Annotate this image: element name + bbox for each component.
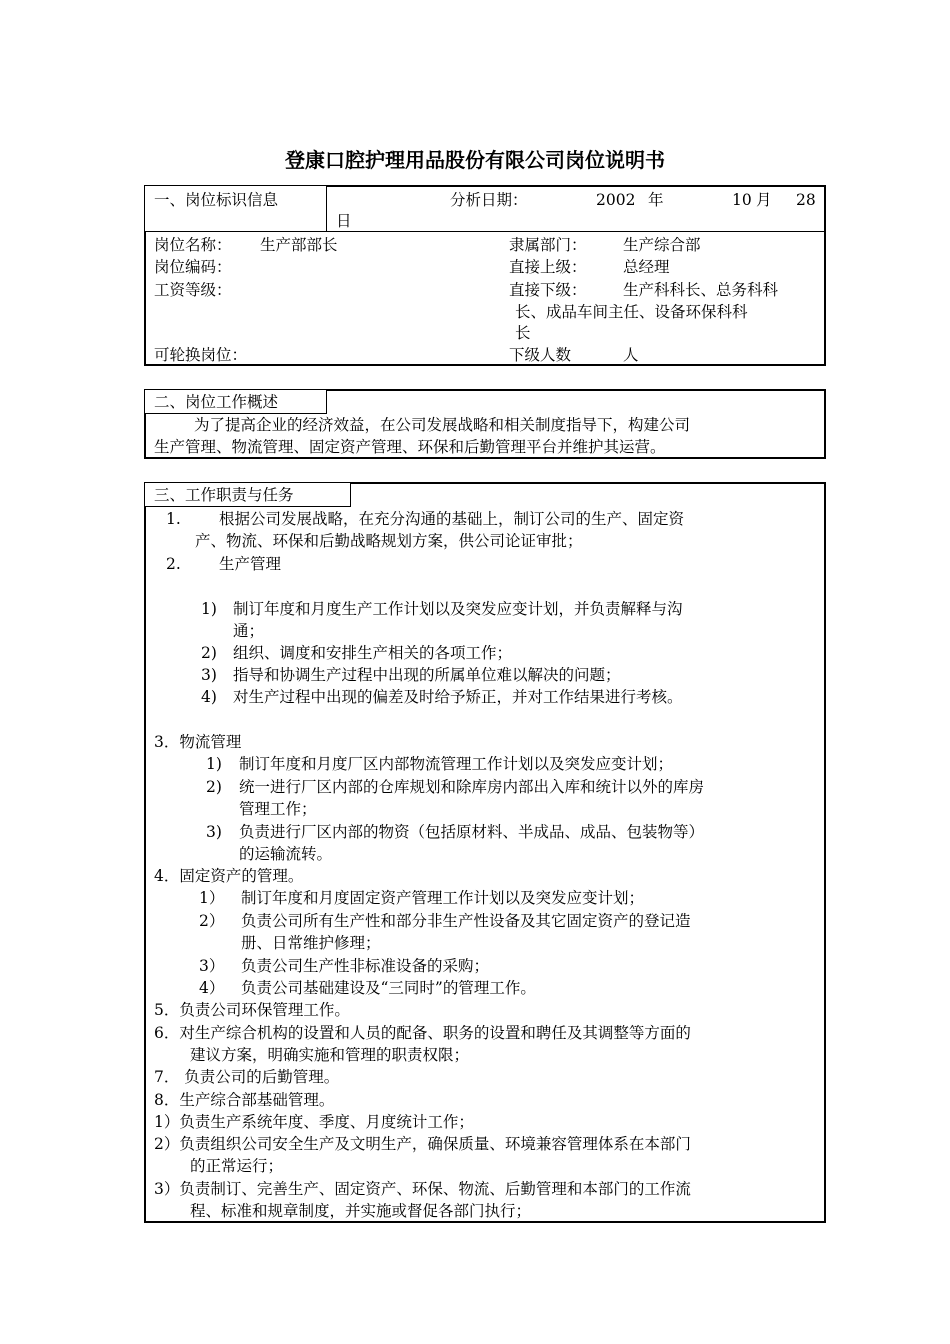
analysis-month-unit: 月 [756, 191, 772, 209]
item4-sub2-number: 2） [199, 912, 225, 930]
item4-title: 4．固定资产的管理。 [154, 867, 304, 885]
item2-sub1-line2: 通； [233, 622, 265, 640]
document-title: 登康口腔护理用品股份有限公司岗位说明书 [285, 148, 665, 172]
section1-header: 一、岗位标识信息 [154, 191, 279, 209]
item4-sub1-number: 1） [199, 889, 225, 907]
item4-sub3: 负责公司生产性非标准设备的采购； [241, 957, 490, 975]
department-value: 生产综合部 [623, 236, 701, 254]
subordinate-value-line2: 长、成品车间主任、设备环保科科 [515, 303, 748, 321]
item2-sub3-number: 3) [201, 666, 217, 684]
item2-sub2-number: 2) [201, 644, 217, 662]
post-name-label: 岗位名称： [154, 236, 232, 254]
analysis-month: 10 [732, 191, 752, 209]
item3-title: 3．物流管理 [154, 733, 242, 751]
analysis-day: 28 [796, 191, 816, 209]
sub-count-label: 下级人数 [509, 346, 572, 364]
analysis-date-label: 分析日期： [450, 191, 528, 209]
item5: 5．负责公司环保管理工作。 [154, 1001, 350, 1019]
item3-sub3-number: 3) [206, 823, 222, 841]
item1-line2: 产、物流、环保和后勤战略规划方案，供公司论证审批； [195, 532, 583, 550]
salary-grade-label: 工资等级： [154, 281, 232, 299]
item3-sub3-line1: 负责进行厂区内部的物资（包括原材料、半成品、成品、包装物等） [239, 823, 705, 841]
item6-line2: 建议方案，明确实施和管理的职责权限； [190, 1046, 470, 1064]
item8-sub2-line1: 2）负责组织公司安全生产及文明生产，确保质量、环境兼容管理体系在本部门 [154, 1135, 691, 1153]
superior-value: 总经理 [623, 258, 670, 276]
rotation-label: 可轮换岗位： [154, 346, 248, 364]
item2-sub3: 指导和协调生产过程中出现的所属单位难以解决的问题； [233, 666, 621, 684]
item4-sub2-line1: 负责公司所有生产性和部分非生产性设备及其它固定资产的登记造 [241, 912, 691, 930]
item4-sub4-number: 4） [199, 979, 225, 997]
sub-count-unit: 人 [623, 346, 639, 364]
analysis-day-unit: 日 [336, 212, 352, 230]
department-label: 隶属部门： [509, 236, 587, 254]
analysis-year: 2002 [596, 191, 636, 209]
item2-sub4: 对生产过程中出现的偏差及时给予矫正，并对工作结果进行考核。 [233, 688, 683, 706]
item8-sub1: 1）负责生产系统年度、季度、月度统计工作； [154, 1113, 474, 1131]
analysis-year-unit: 年 [648, 191, 664, 209]
post-code-label: 岗位编码： [154, 258, 232, 276]
item3-sub3-line2: 的运输流转。 [239, 845, 333, 863]
section1-divider [326, 231, 824, 232]
item3-sub2-line2: 管理工作； [239, 800, 317, 818]
item3-sub1: 制订年度和月度厂区内部物流管理工作计划以及突发应变计划； [239, 755, 674, 773]
item2-sub1-line1: 制订年度和月度生产工作计划以及突发应变计划，并负责解释与沟 [233, 600, 683, 618]
section2-header: 二、岗位工作概述 [154, 393, 279, 411]
item2-sub1-number: 1) [201, 600, 217, 618]
subordinate-label: 直接下级： [509, 281, 587, 299]
item3-sub2-number: 2) [206, 778, 222, 796]
item2-sub2: 组织、调度和安排生产相关的各项工作； [233, 644, 513, 662]
superior-label: 直接上级： [509, 258, 587, 276]
section3-header: 三、工作职责与任务 [154, 486, 294, 504]
item1-number: 1. [166, 510, 181, 528]
item2-title: 生产管理 [219, 555, 282, 573]
item3-sub2-line1: 统一进行厂区内部的仓库规划和除库房内部出入库和统计以外的库房 [239, 778, 705, 796]
item4-sub2-line2: 册、日常维护修理； [241, 934, 381, 952]
item4-sub4: 负责公司基础建设及“三同时”的管理工作。 [241, 979, 536, 997]
item8: 8．生产综合部基础管理。 [154, 1091, 335, 1109]
item8-sub3-line1: 3）负责制订、完善生产、固定资产、环保、物流、后勤管理和本部门的工作流 [154, 1180, 691, 1198]
post-name-value: 生产部部长 [260, 236, 338, 254]
summary-line2: 生产管理、物流管理、固定资产管理、环保和后勤管理平台并维护其运营。 [154, 438, 666, 456]
summary-line1: 为了提高企业的经济效益，在公司发展战略和相关制度指导下，构建公司 [194, 416, 691, 434]
item6-line1: 6．对生产综合机构的设置和人员的配备、职务的设置和聘任及其调整等方面的 [154, 1024, 691, 1042]
subordinate-value-line1: 生产科科长、总务科科 [623, 281, 779, 299]
item4-sub1: 制订年度和月度固定资产管理工作计划以及突发应变计划； [241, 889, 645, 907]
item8-sub3-line2: 程、标准和规章制度，并实施或督促各部门执行； [190, 1202, 532, 1220]
item8-sub2-line2: 的正常运行； [190, 1157, 284, 1175]
item7: 7． 负责公司的后勤管理。 [154, 1068, 340, 1086]
subordinate-value-line3: 长 [515, 324, 531, 342]
item1-line1: 根据公司发展战略，在充分沟通的基础上，制订公司的生产、固定资 [219, 510, 685, 528]
item3-sub1-number: 1) [206, 755, 222, 773]
item2-sub4-number: 4) [201, 688, 217, 706]
item2-number: 2. [166, 555, 181, 573]
item4-sub3-number: 3） [199, 957, 225, 975]
